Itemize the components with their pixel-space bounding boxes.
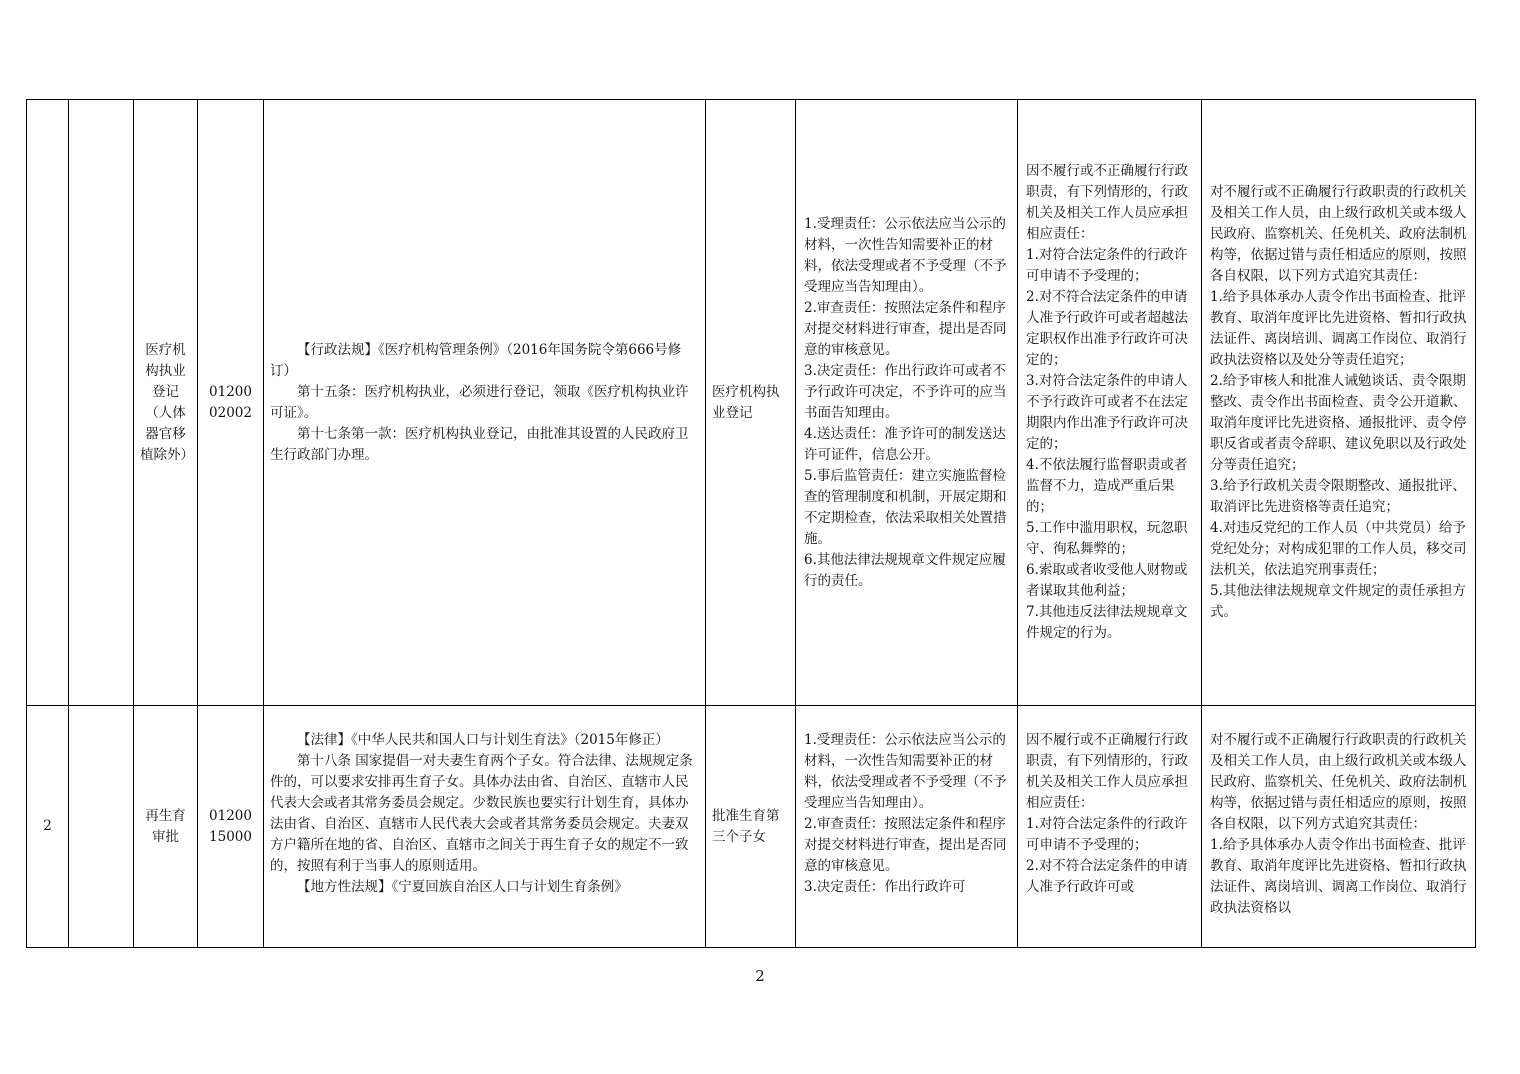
trigger-line: 2.对不符合法定条件的申请人准予行政许可或者超越法定职权作出准予行政许可决定的；	[1026, 289, 1188, 368]
accountability-line: 1.给予具体承办人责令作出书面检查、批评教育、取消年度评比先进资格、暂扣行政执法证件、离岗培训、调离工作岗位、取消行政执法资格以及处分等责任追究；	[1210, 289, 1467, 368]
accountability-line: 4.对违反党纪的工作人员（中共党员）给予党纪处分；对构成犯罪的工作人员，移交司法机关，依法追究刑事责任；	[1210, 520, 1467, 578]
basis-paragraph: 第十八条 国家提倡一对夫妻生育两个子女。符合法律、法规规定条件的，可以要求安排再生育子女。具体办法由省、自治区、直辖市人民代表大会或者其常务委员会规定。少数民族也要实行计划生育，具体办法由省、自治区、直辖市人民代表大会或者其常务委员会规定。夫妻双方户籍所在地的省、自治区、直辖市之间关于再生育子女的规定不一致的，按照有利于当事人的原则适用。	[270, 753, 693, 874]
legal-basis	[264, 706, 706, 948]
item-code-part: 01200	[209, 383, 252, 400]
accountability-methods	[1202, 100, 1476, 706]
accountability-line: 3.给予行政机关责令限期整改、通报批评、取消评比先进资格等责任追究；	[1210, 478, 1466, 515]
responsibility-line: 2.审查责任：按照法定条件和程序对提交材料进行审查，提出是否同意的审核意见。	[804, 816, 1007, 874]
responsibility-line: 4.送达责任：准予许可的制发送达许可证件，信息公开。	[804, 425, 1006, 463]
responsibility-line: 3.决定责任：作出行政许可	[804, 879, 966, 895]
accountability-triggers	[1018, 706, 1202, 948]
item-code	[198, 100, 264, 706]
empty-cell	[69, 100, 134, 706]
page-number: 2	[755, 967, 765, 985]
basis-paragraph: 【行政法规】《医疗机构管理条例》（2016年国务院令第666号修订）	[270, 341, 682, 379]
item-code-part: 15000	[209, 828, 252, 845]
item-code-part: 01200	[209, 807, 252, 824]
sub-item: 批准生育第三个子女	[706, 706, 796, 948]
responsibility-items	[796, 706, 1018, 948]
accountability-methods	[1202, 706, 1476, 948]
table-row	[27, 706, 1476, 948]
row-number	[27, 100, 69, 706]
responsibility-line: 1.受理责任：公示依法应当公示的材料，一次性告知需要补正的材料，依法受理或者不予受理（不予受理应当告知理由）。	[804, 732, 1007, 811]
trigger-line: 1.对符合法定条件的行政许可申请不予受理的；	[1026, 247, 1188, 284]
accountability-line: 5.其他法律法规规章文件规定的责任承担方式。	[1210, 583, 1466, 620]
accountability-triggers	[1018, 100, 1202, 706]
trigger-line: 4.不依法履行监督职责或者监督不力，造成严重后果的；	[1026, 457, 1188, 515]
row-number: 2	[27, 706, 69, 948]
accountability-line: 对不履行或不正确履行行政职责的行政机关及相关工作人员，由上级行政机关或本级人民政府、监察机关、任免机关、政府法制机构等，依据过错与责任相适应的原则，按照各自权限，以下列方式追究其责任：	[1210, 184, 1467, 284]
responsibility-table	[26, 99, 1476, 948]
responsibility-items	[796, 100, 1018, 706]
trigger-line: 6.索取或者收受他人财物或者谋取其他利益；	[1026, 562, 1188, 599]
basis-paragraph: 【法律】《中华人民共和国人口与计划生育法》（2015年修正）	[297, 732, 669, 748]
responsibility-line: 1.受理责任：公示依法应当公示的材料，一次性告知需要补正的材料，依法受理或者不予受理（不予受理应当告知理由）。	[804, 215, 1007, 295]
item-code-part: 02002	[209, 404, 252, 421]
sub-item: 医疗机构执业登记	[706, 100, 796, 706]
responsibility-line: 2.审查责任：按照法定条件和程序对提交材料进行审查，提出是否同意的审核意见。	[804, 299, 1007, 358]
basis-paragraph: 第十五条：医疗机构执业，必须进行登记，领取《医疗机构执业许可证》。	[270, 383, 689, 421]
trigger-line: 7.其他违反法律法规规章文件规定的行为。	[1026, 604, 1188, 641]
trigger-line: 因不履行或不正确履行行政职责，有下列情形的，行政机关及相关工作人员应承担相应责任：	[1026, 732, 1188, 811]
trigger-line: 3.对符合法定条件的申请人不予行政许可或者不在法定期限内作出准予行政许可决定的；	[1026, 373, 1188, 452]
item-code	[198, 706, 264, 948]
trigger-line: 5.工作中滥用职权，玩忽职守、徇私舞弊的；	[1026, 520, 1188, 557]
trigger-line: 2.对不符合法定条件的申请人准予行政许可或	[1026, 858, 1188, 895]
basis-paragraph: 【地方性法规】《宁夏回族自治区人口与计划生育条例》	[297, 879, 628, 895]
trigger-line: 因不履行或不正确履行行政职责，有下列情形的，行政机关及相关工作人员应承担相应责任：	[1026, 163, 1188, 242]
table-row	[27, 100, 1476, 706]
basis-paragraph: 第十七条第一款：医疗机构执业登记，由批准其设置的人民政府卫生行政部门办理。	[270, 425, 689, 463]
responsibility-line: 3.决定责任：作出行政许可或者不予行政许可决定，不予许可的应当书面告知理由。	[804, 362, 1007, 421]
empty-cell	[69, 706, 134, 948]
item-name: 医疗机构执业登记（人体器官移植除外）	[134, 100, 198, 706]
accountability-line: 2.给予审核人和批准人诫勉谈话、责令限期整改、责令作出书面检查、责令公开道歉、取消年度评比先进资格、通报批评、责令停职反省或者责令辞职、建议免职以及行政处分等责任追究；	[1210, 373, 1467, 473]
legal-basis	[264, 100, 706, 706]
item-name: 再生育审批	[134, 706, 198, 948]
accountability-line: 对不履行或不正确履行行政职责的行政机关及相关工作人员，由上级行政机关或本级人民政府、监察机关、任免机关、政府法制机构等，依据过错与责任相适应的原则，按照各自权限，以下列方式追究其责任：	[1210, 732, 1467, 832]
trigger-line: 1.对符合法定条件的行政许可申请不予受理的；	[1026, 816, 1188, 853]
responsibility-line: 5.事后监管责任：建立实施监督检查的管理制度和机制，开展定期和不定期检查，依法采取相关处置措施。	[804, 467, 1007, 547]
accountability-line: 1.给予具体承办人责令作出书面检查、批评教育、取消年度评比先进资格、暂扣行政执法证件、离岗培训、调离工作岗位、取消行政执法资格以	[1210, 837, 1467, 916]
responsibility-line: 6.其他法律法规规章文件规定应履行的责任。	[804, 551, 1006, 589]
